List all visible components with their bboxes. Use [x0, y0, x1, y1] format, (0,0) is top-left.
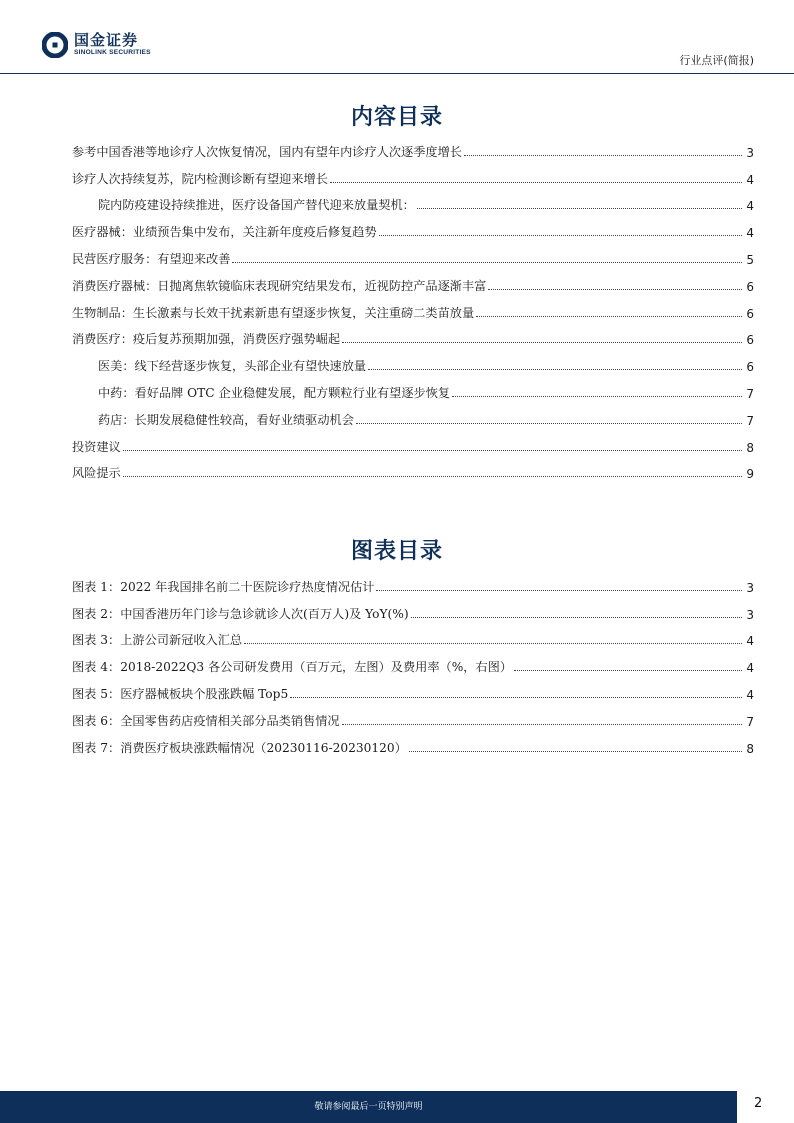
company-logo: [42, 32, 151, 58]
toc-entry-page: 6: [746, 306, 754, 321]
toc-entry-page: 6: [746, 279, 754, 294]
figure-entry-label: 图表 5：医疗器械板块个股涨跌幅 Top5: [72, 686, 289, 701]
figure-entry-page: 8: [746, 741, 754, 756]
logo-english-name: SINOLINK SECURITIES: [74, 49, 151, 57]
toc-entry[interactable]: [72, 240, 754, 267]
toc-entry-page: 7: [746, 413, 754, 428]
page-header: [0, 0, 794, 80]
page-number: 2: [754, 1096, 763, 1111]
toc-entry-label: 中药：看好品牌 OTC 企业稳健发展，配方颗粒行业有望逐步恢复: [98, 385, 451, 400]
leader-dots: [417, 208, 742, 209]
logo-chinese-name: 国金证券: [74, 31, 139, 50]
figure-entry-page: 7: [746, 714, 754, 729]
toc-entry-label: 院内防疫建设持续推进，医疗设备国产替代迎来放量契机：: [98, 198, 415, 213]
figure-entry-label: 图表 3：上游公司新冠收入汇总: [72, 633, 243, 648]
toc-entry-label: 风险提示: [72, 466, 121, 481]
figure-entry-page: 4: [746, 661, 754, 676]
toc-entry-label: 生物制品：生长激素与长效干扰素新患有望逐步恢复，关注重磅二类苗放量: [72, 305, 475, 320]
toc-entry-label: 消费医疗：疫后复苏预期加强，消费医疗强势崛起: [72, 332, 341, 347]
toc-entry-page: 6: [746, 333, 754, 348]
figure-entry-label: 图表 2：中国香港历年门诊与急诊就诊人次(百万人)及 YoY(%): [72, 606, 409, 621]
toc-entry-page: 8: [746, 440, 754, 455]
toc-subentry[interactable]: [72, 347, 754, 374]
toc-entry-label: 医美：线下经营逐步恢复，头部企业有望快速放量: [98, 359, 367, 374]
toc-entry-label: 投资建议: [72, 439, 121, 454]
toc-subentry[interactable]: [72, 187, 754, 214]
contents-list: [72, 133, 754, 481]
toc-entry[interactable]: [72, 267, 754, 294]
toc-entry-label: 消费医疗器械：日抛离焦软镜临床表现研究结果发布，近视防控产品逐渐丰富: [72, 278, 487, 293]
toc-entry-label: 参考中国香港等地诊疗人次恢复情况，国内有望年内诊疗人次逐季度增长: [72, 144, 462, 159]
toc-entry-page: 4: [746, 172, 754, 187]
figure-entry[interactable]: [72, 648, 754, 675]
toc-entry[interactable]: [72, 213, 754, 240]
figure-entry-label: 图表 1：2022 年我国排名前二十医院诊疗热度情况估计: [72, 579, 375, 594]
leader-dots: [356, 423, 742, 424]
toc-entry-page: 4: [746, 199, 754, 214]
leader-dots: [409, 751, 743, 752]
figure-entry-page: 3: [746, 607, 754, 622]
toc-entry-page: 4: [746, 226, 754, 241]
toc-entry-page: 3: [746, 145, 754, 160]
figure-entry-label: 图表 7：消费医疗板块涨跌幅情况（20230116-20230120）: [72, 740, 407, 755]
header-divider: [0, 73, 794, 74]
toc-subentry[interactable]: [72, 401, 754, 428]
figure-entry[interactable]: [72, 675, 754, 702]
figure-entry-page: 4: [746, 687, 754, 702]
leader-dots: [232, 262, 742, 263]
leader-dots: [514, 670, 742, 671]
toc-entry[interactable]: [72, 455, 754, 482]
figures-title: 图表目录: [350, 539, 443, 564]
sinolink-logo-icon: [42, 32, 68, 58]
figure-entry[interactable]: [72, 702, 754, 729]
toc-entry[interactable]: [72, 321, 754, 348]
toc-entry[interactable]: [72, 160, 754, 187]
leader-dots: [411, 617, 743, 618]
figures-list: [72, 568, 754, 756]
figure-entry-page: 3: [746, 580, 754, 595]
figure-entry[interactable]: [72, 729, 754, 756]
figure-entry-page: 4: [746, 634, 754, 649]
toc-entry[interactable]: [72, 133, 754, 160]
leader-dots: [488, 289, 742, 290]
figure-entry[interactable]: [72, 568, 754, 595]
toc-entry-label: 诊疗人次持续复苏，院内检测诊断有望迎来增长: [72, 171, 328, 186]
toc-entry-label: 民营医疗服务：有望迎来改善: [72, 251, 231, 266]
leader-dots: [376, 590, 742, 591]
leader-dots: [330, 182, 742, 183]
toc-entry-page: 5: [746, 252, 754, 267]
leader-dots: [368, 369, 742, 370]
leader-dots: [290, 697, 742, 698]
leader-dots: [244, 643, 742, 644]
footer-disclaimer: 敬请参阅最后一页特别声明: [314, 1102, 423, 1112]
leader-dots: [123, 476, 743, 477]
toc-entry-page: 7: [746, 386, 754, 401]
report-type-label: 行业点评(简报): [679, 54, 754, 67]
figure-entry[interactable]: [72, 595, 754, 622]
toc-entry[interactable]: [72, 428, 754, 455]
leader-dots: [123, 450, 743, 451]
figure-entry-label: 图表 6：全国零售药店疫情相关部分品类销售情况: [72, 713, 340, 728]
leader-dots: [342, 342, 742, 343]
toc-entry-label: 医疗器械：业绩预告集中发布，关注新年度疫后修复趋势: [72, 225, 377, 240]
toc-entry-page: 9: [746, 467, 754, 482]
toc-entry-label: 药店：长期发展稳健性较高，看好业绩驱动机会: [98, 412, 354, 427]
toc-entry[interactable]: [72, 294, 754, 321]
toc-entry-page: 6: [746, 360, 754, 375]
leader-dots: [476, 316, 742, 317]
leader-dots: [342, 724, 743, 725]
toc-subentry[interactable]: [72, 374, 754, 401]
figure-entry[interactable]: [72, 622, 754, 649]
figure-entry-label: 图表 4：2018-2022Q3 各公司研发费用（百万元，左图）及费用率（%，右图）: [72, 660, 513, 675]
contents-title: 内容目录: [350, 105, 443, 130]
leader-dots: [464, 155, 742, 156]
leader-dots: [452, 396, 742, 397]
leader-dots: [379, 235, 743, 236]
